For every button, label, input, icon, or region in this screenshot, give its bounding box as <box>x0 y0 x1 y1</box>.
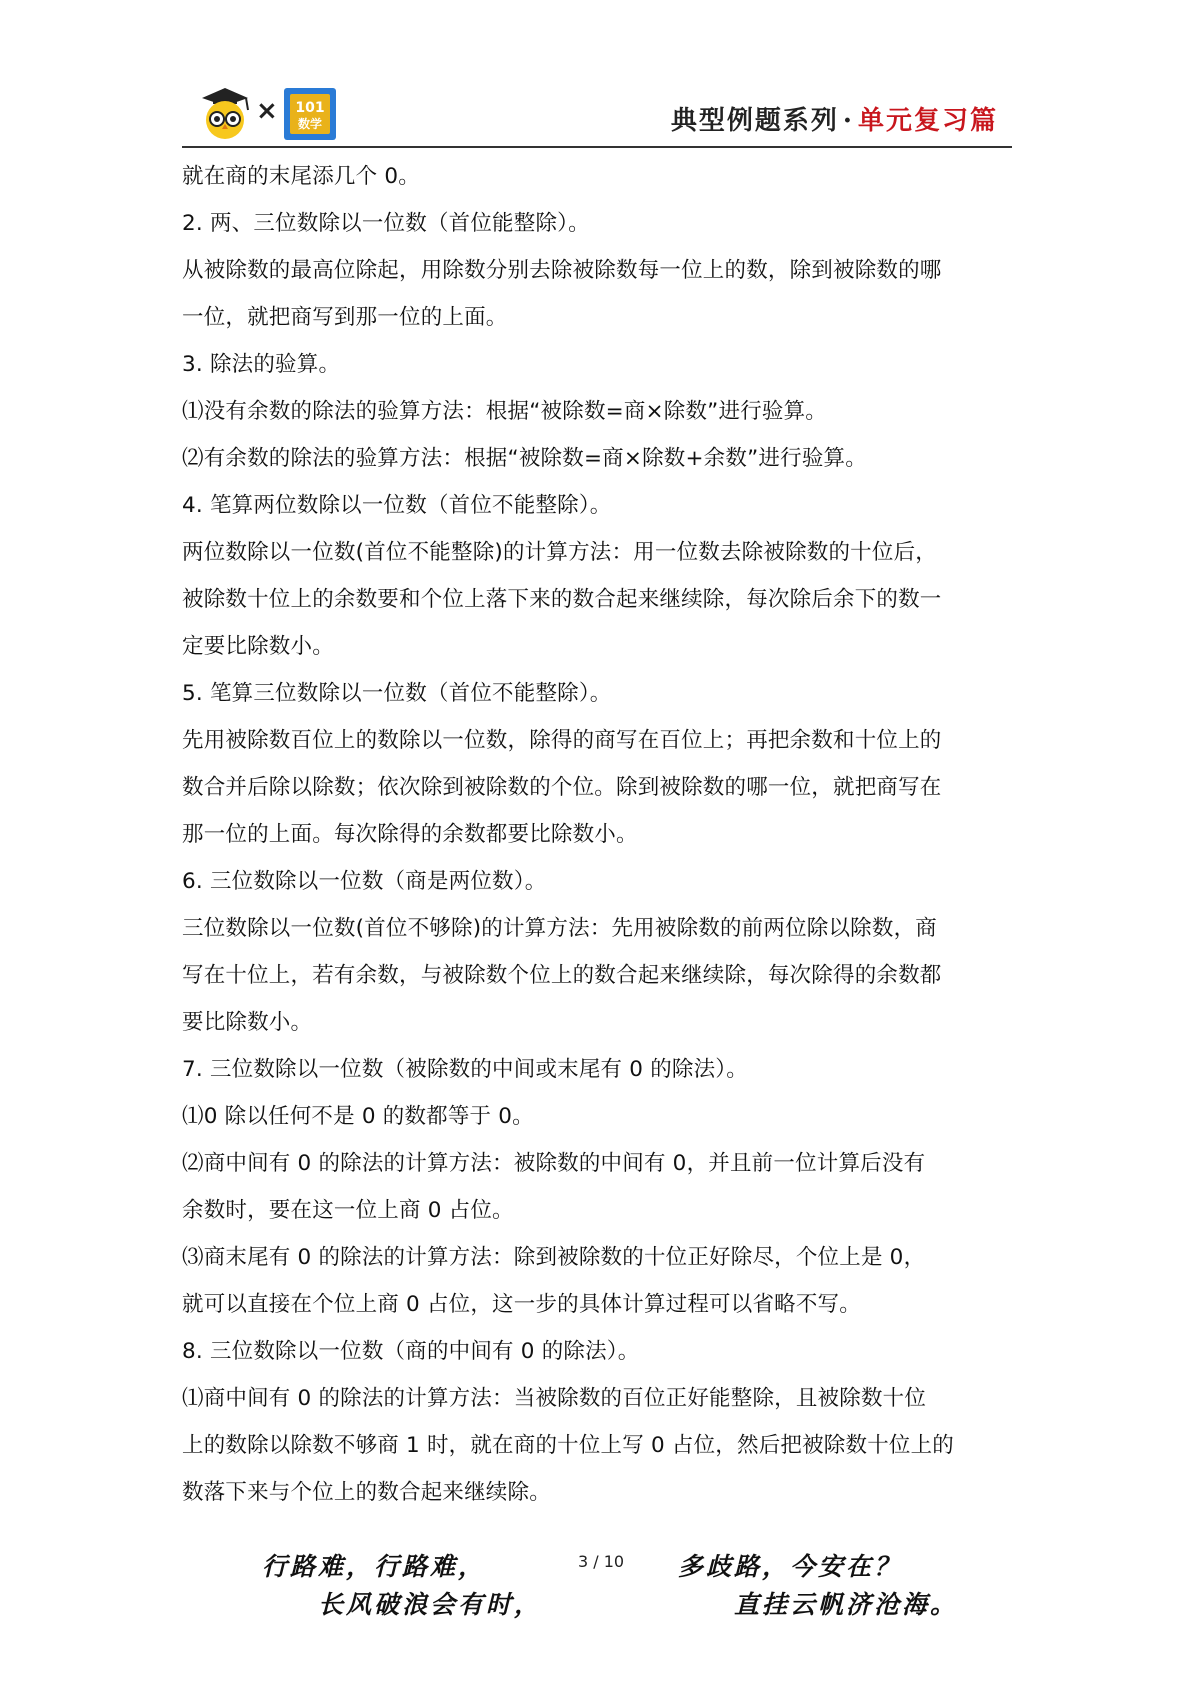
section-heading: 8. 三位数除以一位数（商的中间有 0 的除法）。 <box>182 1339 640 1364</box>
header-title-dot: · <box>842 106 854 136</box>
text-line: ⑵商中间有 0 的除法的计算方法：被除数的中间有 0，并且前一位计算后没有 <box>182 1151 926 1176</box>
footer-poem-right-line1: 多歧路，今安在？ <box>678 1552 903 1581</box>
text-line: 一位，就把商写到那一位的上面。 <box>182 305 508 330</box>
text-line: 写在十位上，若有余数，与被除数个位上的数合起来继续除，每次除得的余数都 <box>182 963 942 988</box>
footer-poem-right <box>678 1548 958 1624</box>
text-line: 三位数除以一位数(首位不够除)的计算方法：先用被除数的前两位除以除数，商 <box>182 916 937 941</box>
text-line: ⑴没有余数的除法的验算方法：根据“被除数=商×除数”进行验算。 <box>182 399 828 424</box>
text-line: 就可以直接在个位上商 0 占位，这一步的具体计算过程可以省略不写。 <box>182 1292 861 1317</box>
document-body <box>182 153 1012 1516</box>
math-101-logo-icon <box>282 86 338 142</box>
header-series-title <box>671 100 998 137</box>
text-line: 被除数十位上的余数要和个位上落下来的数合起来继续除，每次除后余下的数一 <box>182 587 942 612</box>
header-title-series: 典型例题系列 <box>670 106 839 136</box>
text-line: 两位数除以一位数(首位不能整除)的计算方法：用一位数去除被除数的十位后， <box>182 540 937 565</box>
footer-poem-left-line2: 长风破浪会有时， <box>318 1590 543 1619</box>
text-line: 要比除数小。 <box>182 1010 313 1035</box>
text-line: 就在商的末尾添几个 0。 <box>182 164 420 189</box>
page-number: 3 / 10 <box>578 1552 625 1571</box>
header-title-unit-review: 单元复习篇 <box>857 106 998 136</box>
page-header <box>182 84 1012 148</box>
section-heading: 7. 三位数除以一位数（被除数的中间或末尾有 0 的除法）。 <box>182 1057 748 1082</box>
text-line: ⑵有余数的除法的验算方法：根据“被除数=商×除数+余数”进行验算。 <box>182 446 867 471</box>
section-heading: 6. 三位数除以一位数（商是两位数）。 <box>182 869 547 894</box>
text-line: 余数时，要在这一位上商 0 占位。 <box>182 1198 514 1223</box>
text-line: 数合并后除以除数；依次除到被除数的个位。除到被除数的哪一位，就把商写在 <box>182 775 942 800</box>
footer-poem-right-line2: 直挂云帆济沧海。 <box>734 1590 959 1619</box>
text-line: 数落下来与个位上的数合起来继续除。 <box>182 1480 551 1505</box>
owl-logo-icon <box>198 86 252 140</box>
text-line: 上的数除以除数不够商 1 时，就在商的十位上写 0 占位，然后把被除数十位上的 <box>182 1433 954 1458</box>
logo-101-subtext: 数学 <box>297 117 323 131</box>
text-line: 那一位的上面。每次除得的余数都要比除数小。 <box>182 822 638 847</box>
logo-101-text: 101 <box>295 100 325 116</box>
section-heading: 4. 笔算两位数除以一位数（首位不能整除）。 <box>182 493 612 518</box>
section-heading: 5. 笔算三位数除以一位数（首位不能整除）。 <box>182 681 612 706</box>
text-line: 从被除数的最高位除起，用除数分别去除被除数每一位上的数，除到被除数的哪 <box>182 258 942 283</box>
section-heading: 3. 除法的验算。 <box>182 352 341 377</box>
text-line: ⑶商末尾有 0 的除法的计算方法：除到被除数的十位正好除尽，个位上是 0， <box>182 1245 926 1270</box>
footer-poem-left <box>262 1548 542 1624</box>
text-line: ⑴商中间有 0 的除法的计算方法：当被除数的百位正好能整除，且被除数十位 <box>182 1386 927 1411</box>
text-line: 先用被除数百位上的数除以一位数，除得的商写在百位上；再把余数和十位上的 <box>182 728 942 753</box>
footer-poem-left-line1: 行路难，行路难， <box>262 1552 487 1581</box>
logo-multiply-sign: × <box>256 96 278 126</box>
text-line: 定要比除数小。 <box>182 634 334 659</box>
text-line: ⑴0 除以任何不是 0 的数都等于 0。 <box>182 1104 534 1129</box>
section-heading: 2. 两、三位数除以一位数（首位能整除）。 <box>182 211 590 236</box>
